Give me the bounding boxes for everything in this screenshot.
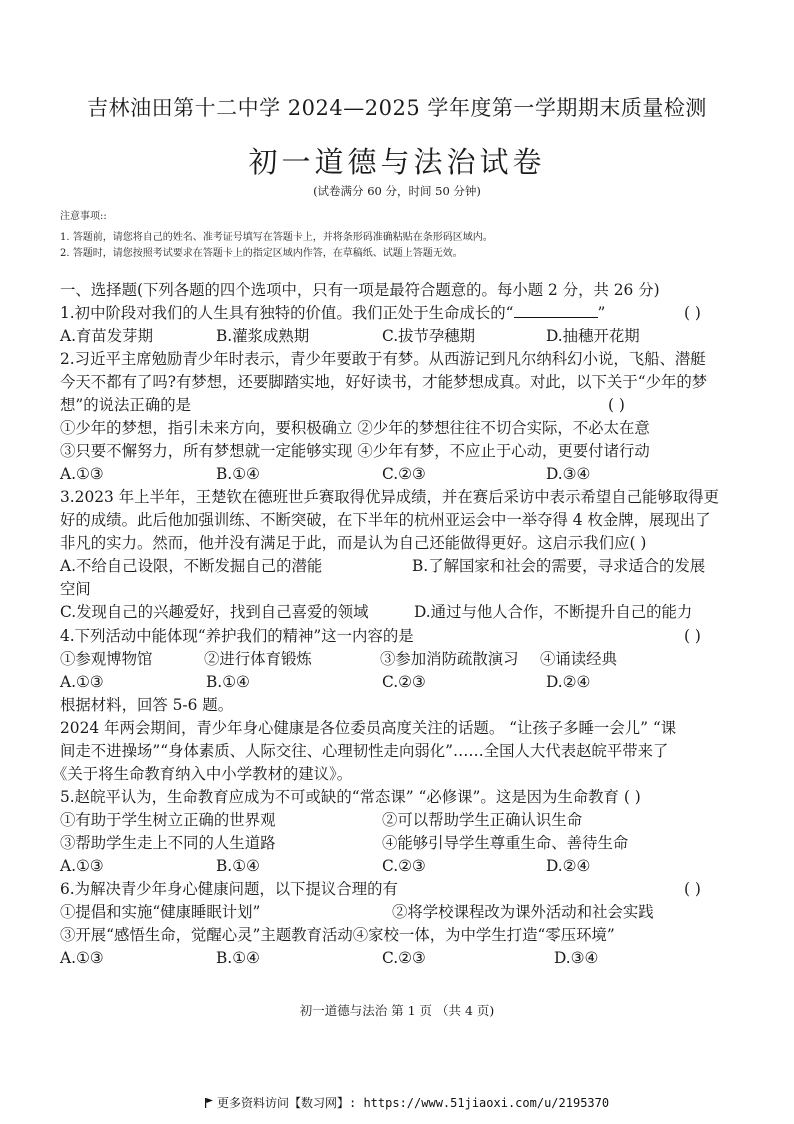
question-5-statement-2: ②可以帮助学生正确认识生命: [382, 811, 583, 829]
question-2-option-d: D.③④: [546, 465, 591, 483]
question-4-option-d: D.②④: [546, 673, 591, 691]
question-4-statement-4: ④诵读经典: [540, 650, 617, 668]
material-intro: 根据材料，回答 5-6 题。: [60, 696, 234, 714]
resource-link-text[interactable]: 更多资料访问【数习网】: https://www.51jiaoxi.com/u/2195370: [217, 1096, 610, 1110]
question-2-option-c: C.②③: [382, 465, 426, 483]
question-4-option-c: C.②③: [382, 673, 426, 691]
question-5-statement-3: ③帮助学生走上不同的人生道路: [60, 834, 276, 852]
page-number-footer: 初一道德与法治 第 1 页 （共 4 页): [299, 1003, 495, 1018]
question-1-option-b: B.灌浆成熟期: [216, 327, 310, 345]
question-2-answer-paren: ( ): [608, 396, 625, 414]
question-2-option-a: A.①③: [60, 465, 104, 483]
material-line-2: 间走不进操场”“身体素质、人际交往、心理韧性走向弱化”……全国人大代表赵皖平带来了: [60, 742, 669, 760]
question-6-answer-paren: ( ): [684, 880, 701, 898]
question-3-option-c: C.发现自己的兴趣爱好，找到自己喜爱的领域: [60, 603, 369, 621]
question-3-line-1: 3.2023 年上半年，王楚钦在德班世乒赛取得优异成绩，并在赛后采访中表示希望自己能够取得更: [60, 488, 719, 506]
question-2-line-1: 2.习近平主席勉励青少年时表示，青少年要敢于有梦。从西游记到凡尔纳科幻小说，飞船、潜艇: [60, 350, 706, 368]
question-3-option-b: B.了解国家和社会的需要，寻求适合的发展: [412, 557, 706, 575]
question-3-line-3: 非凡的实力。然而，他并没有满足于此，而是认为自己还能做得更好。这启示我们应( ): [60, 534, 647, 552]
question-4-stem: 4.下列活动中能体现“养护我们的精神”这一内容的是: [60, 627, 414, 645]
exam-title: 初一道德与法治试卷: [248, 145, 546, 179]
question-2-line-2: 今天不都有了吗?有梦想，还要脚踏实地，好好读书，才能梦想成真。对此，以下关于“少年的梦: [60, 373, 708, 391]
question-5-option-c: C.②③: [382, 857, 426, 875]
flag-icon: [205, 1097, 213, 1106]
question-6-option-a: A.①③: [60, 949, 104, 967]
question-5-statement-4: ④能够引导学生尊重生命、善待生命: [382, 834, 629, 852]
section-heading: 一、选择题(下列各题的四个选项中，只有一项是最符合题意的。每小题 2 分，共 26 分): [60, 281, 660, 299]
question-4-answer-paren: ( ): [684, 627, 701, 645]
question-6-option-c: C.②③: [382, 949, 426, 967]
question-6-stem: 6.为解决青少年身心健康问题，以下提议合理的有: [60, 880, 398, 898]
question-4-option-b: B.①④: [206, 673, 250, 691]
question-6-statement-1: ①提倡和实施“健康睡眠计划”: [60, 903, 261, 921]
question-6-statements-3-4: ③开展“感悟生命，觉醒心灵”主题教育活动④家校一体，为中学生打造“零压环境”: [60, 926, 615, 944]
question-5-option-d: D.②④: [546, 857, 591, 875]
resource-link[interactable]: [205, 1094, 609, 1111]
question-2-option-b: B.①④: [216, 465, 260, 483]
question-3-option-d: D.通过与他人合作，不断提升自己的能力: [414, 603, 693, 621]
question-4-statement-1: ①参观博物馆: [60, 650, 153, 668]
answer-blank: [514, 302, 598, 318]
question-5-option-a: A.①③: [60, 857, 104, 875]
question-3-option-a: A.不给自己设限，不断发掘自己的潜能: [60, 557, 323, 575]
question-6-statement-2: ②将学校课程改为课外活动和社会实践: [392, 903, 654, 921]
question-3-line-2: 好的成绩。此后他加强训练、不断突破，在下半年的杭州亚运会中一举夺得 4 枚金牌，展现出了: [60, 511, 711, 529]
question-1-option-d: D.抽穗开花期: [546, 327, 640, 345]
question-1-option-a: A.育苗发芽期: [60, 327, 153, 345]
question-2-statements-1: ①少年的梦想，指引未来方向，要积极确立 ②少年的梦想往往不切合实际，不必太在意: [60, 419, 650, 437]
exam-info: (试卷满分 60 分，时间 50 分钟): [313, 184, 481, 198]
question-2-statements-2: ③只要不懈努力，所有梦想就一定能够实现 ④少年有梦，不应止于心动，更要付诸行动: [60, 442, 650, 460]
question-2-line-3: 想”的说法正确的是: [60, 396, 191, 414]
notice-heading: 注意事项::: [60, 211, 107, 222]
question-1-option-c: C.拔节孕穗期: [382, 327, 476, 345]
question-1-stem-a: 1.初中阶段对我们的人生具有独特的价值。我们正处于生命成长的“: [60, 304, 514, 322]
question-1-stem: [60, 302, 605, 325]
question-6-option-d: D.③④: [554, 949, 599, 967]
question-5-statement-1: ①有助于学生树立正确的世界观: [60, 811, 276, 829]
notice-item-1: 1. 答题前，请您将自己的姓名、准考证号填写在答题卡上，并将条形码准确粘贴在条形码区域内。: [60, 232, 493, 243]
material-line-1: 2024 年两会期间，青少年身心健康是各位委员高度关注的话题。 “让孩子多睡一会儿” “课: [60, 719, 677, 737]
exam-school-title: 吉林油田第十二中学 2024—2025 学年度第一学期期末质量检测: [87, 96, 707, 120]
question-3-option-b-cont: 空间: [60, 580, 91, 598]
question-4-statement-3: ③参加消防疏散演习: [380, 650, 519, 668]
notice-item-2: 2. 答题时，请您按照考试要求在答题卡上的指定区域内作答，在草稿纸、试题上答题无效。: [60, 248, 463, 259]
question-1-stem-b: ”: [597, 304, 606, 322]
question-4-statement-2: ②进行体育锻炼: [204, 650, 312, 668]
question-4-option-a: A.①③: [60, 673, 104, 691]
question-6-option-b: B.①④: [216, 949, 260, 967]
material-line-3: 《关于将生命教育纳入中小学教材的建议》。: [52, 765, 353, 783]
question-5-stem: 5.赵皖平认为，生命教育应成为不可或缺的“常态课” “必修课”。这是因为生命教育 ( ): [60, 788, 641, 806]
question-1-answer-paren: ( ): [684, 304, 701, 322]
question-5-option-b: B.①④: [216, 857, 260, 875]
